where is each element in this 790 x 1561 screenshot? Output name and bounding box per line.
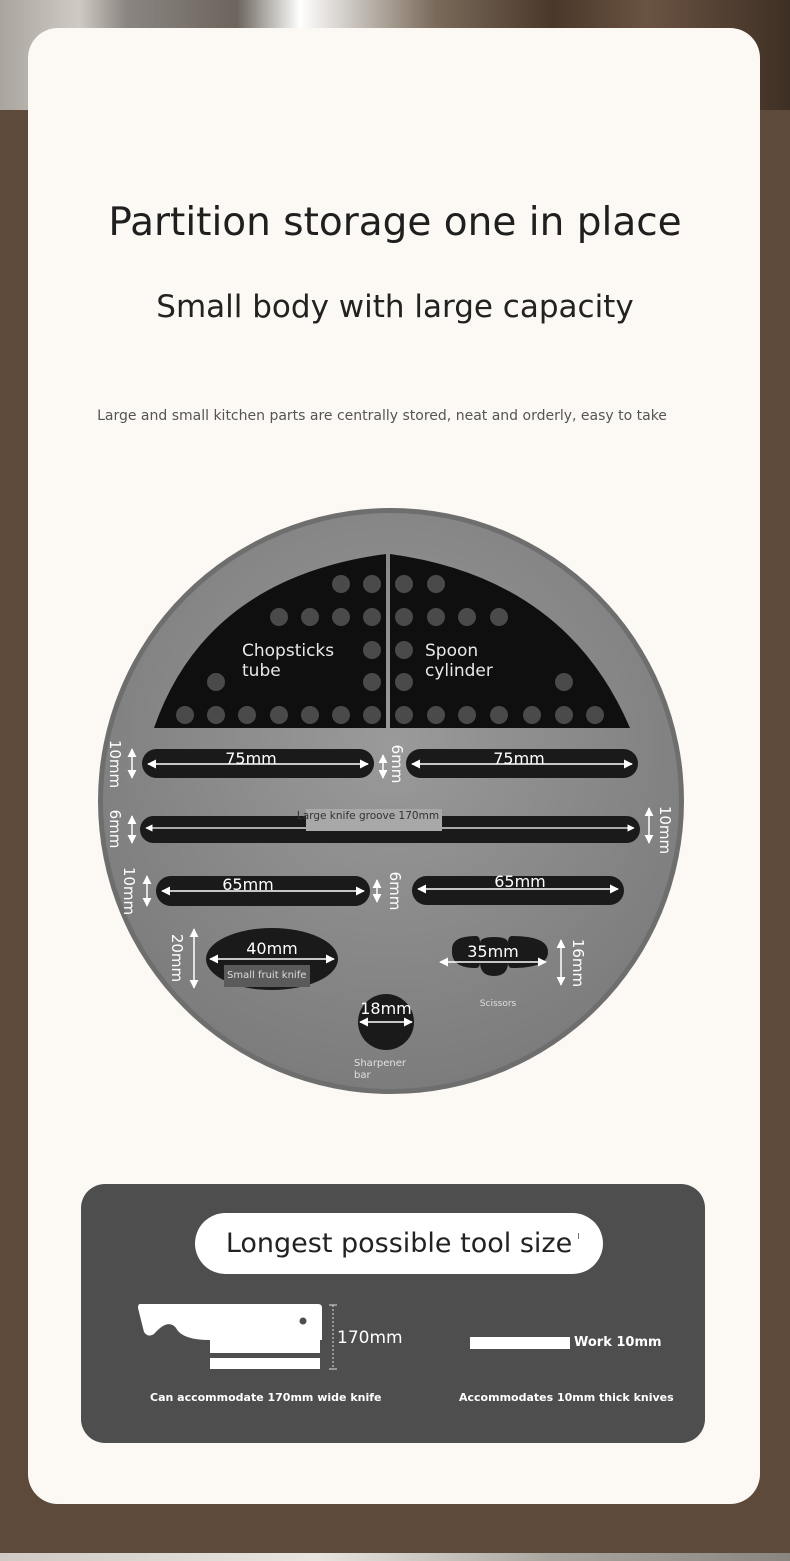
utensil-hole bbox=[458, 608, 476, 626]
utensil-hole bbox=[301, 706, 319, 724]
row1-height: 10mm bbox=[106, 739, 124, 789]
fruit-knife-width: 40mm bbox=[246, 939, 298, 958]
caption-thick-knife: Accommodates 10mm thick knives bbox=[459, 1391, 674, 1404]
row3-gap: 6mm bbox=[386, 871, 404, 911]
sharpener-size: 18mm bbox=[360, 999, 412, 1018]
row1-gap: 6mm bbox=[388, 744, 406, 784]
utensil-hole bbox=[395, 673, 413, 691]
cleaver-hole-icon bbox=[300, 1318, 307, 1325]
utensil-hole bbox=[490, 706, 508, 724]
utensil-hole bbox=[555, 673, 573, 691]
large-groove-right-height: 10mm bbox=[656, 805, 674, 855]
spoon-label-line2: cylinder bbox=[425, 661, 493, 681]
large-groove-label: Large knife groove 170mm bbox=[296, 810, 440, 822]
utensil-hole bbox=[395, 608, 413, 626]
spoon-label-line1: Spoon bbox=[425, 641, 479, 661]
utensil-hole bbox=[363, 575, 381, 593]
page-subtitle: Small body with large capacity bbox=[156, 289, 634, 325]
large-groove-left-height: 6mm bbox=[106, 809, 124, 849]
utensil-hole bbox=[427, 608, 445, 626]
utensil-hole bbox=[176, 706, 194, 724]
knife-holder-top-view bbox=[96, 506, 686, 1096]
utensil-hole bbox=[332, 608, 350, 626]
utensil-hole bbox=[427, 575, 445, 593]
utensil-hole bbox=[301, 608, 319, 626]
utensil-hole bbox=[427, 706, 445, 724]
scissors-width: 35mm bbox=[467, 942, 519, 961]
knife-height-label: 170mm bbox=[337, 1328, 403, 1348]
utensil-hole bbox=[332, 575, 350, 593]
utensil-hole bbox=[458, 706, 476, 724]
utensil-hole bbox=[363, 608, 381, 626]
sharpener-label-line2: bar bbox=[354, 1070, 371, 1081]
sharpener-label-line1: Sharpener bbox=[354, 1058, 407, 1069]
kitchen-photo-bottom bbox=[0, 1553, 790, 1561]
cleaver-edge-lower bbox=[210, 1358, 320, 1369]
fruit-knife-height: 20mm bbox=[168, 933, 186, 983]
page-title: Partition storage one in place bbox=[108, 200, 682, 245]
caption-wide-knife: Can accommodate 170mm wide knife bbox=[150, 1391, 382, 1404]
row3-right-length: 65mm bbox=[494, 872, 546, 891]
heading-tick-mark bbox=[578, 1233, 579, 1239]
fruit-knife-label: Small fruit knife bbox=[227, 970, 307, 981]
knife-thickness-bar bbox=[470, 1337, 570, 1349]
row1-left-length: 75mm bbox=[225, 749, 277, 768]
utensil-hole bbox=[363, 706, 381, 724]
utensil-hole bbox=[270, 608, 288, 626]
chopsticks-label-line1: Chopsticks bbox=[242, 641, 335, 661]
utensil-hole bbox=[586, 706, 604, 724]
row1-right-length: 75mm bbox=[493, 749, 545, 768]
scissors-label: Scissors bbox=[479, 999, 517, 1009]
utensil-hole bbox=[523, 706, 541, 724]
utensil-hole bbox=[363, 641, 381, 659]
row3-left-length: 65mm bbox=[222, 875, 274, 894]
utensil-hole bbox=[395, 641, 413, 659]
utensil-hole bbox=[395, 706, 413, 724]
utensil-hole bbox=[395, 575, 413, 593]
row3-height: 10mm bbox=[120, 866, 138, 916]
cleaver-blade bbox=[138, 1304, 322, 1340]
utensil-hole bbox=[490, 608, 508, 626]
utensil-hole bbox=[270, 706, 288, 724]
utensil-hole bbox=[555, 706, 573, 724]
chopsticks-label-line2: tube bbox=[242, 661, 281, 681]
utensil-hole bbox=[332, 706, 350, 724]
utensil-hole bbox=[238, 706, 256, 724]
page-description: Large and small kitchen parts are centrally stored, neat and orderly, easy to take bbox=[97, 408, 667, 424]
scissors-height: 16mm bbox=[569, 938, 587, 988]
tool-size-heading: Longest possible tool size bbox=[195, 1213, 603, 1274]
utensil-hole bbox=[207, 673, 225, 691]
knife-thickness-label: Work 10mm bbox=[574, 1335, 662, 1350]
utensil-hole bbox=[363, 673, 381, 691]
utensil-hole bbox=[207, 706, 225, 724]
cleaver-edge-upper bbox=[210, 1340, 320, 1353]
